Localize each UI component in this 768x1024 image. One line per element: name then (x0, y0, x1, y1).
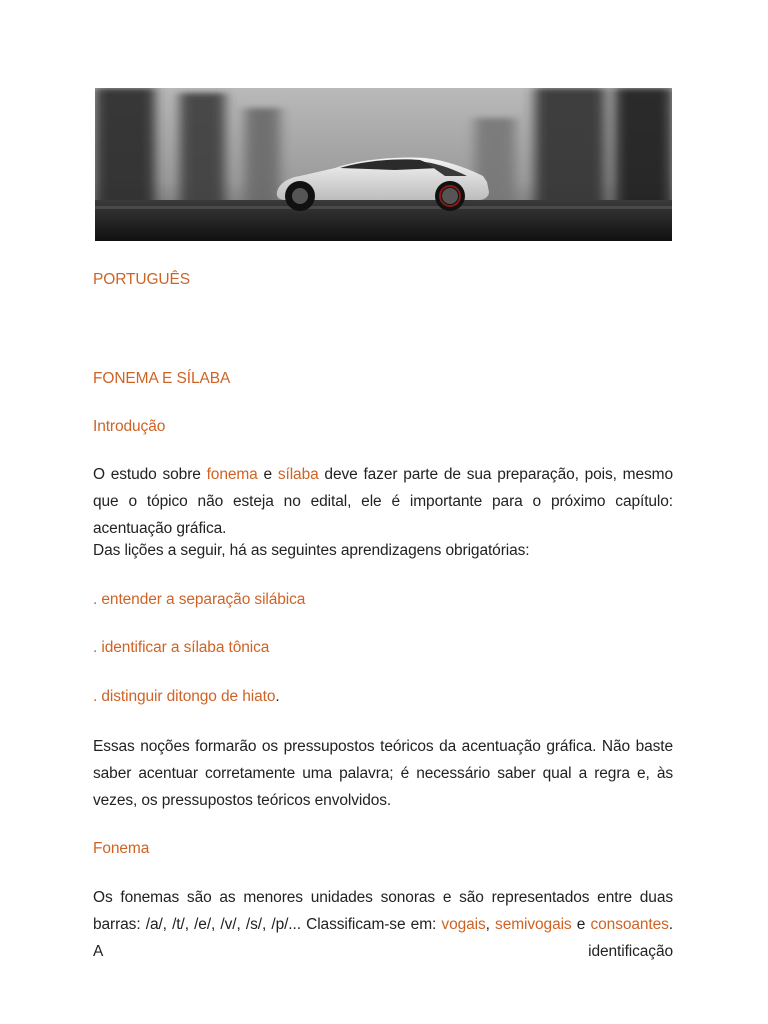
list-item: . entender a separação silábica (93, 591, 306, 608)
text-run: e (257, 466, 278, 483)
text-run: . A identificação (93, 916, 673, 960)
list-item (93, 683, 673, 710)
list-item: . identificar a sílaba tônica (93, 639, 270, 656)
list-item-text: . distinguir ditongo de hiato (93, 688, 276, 705)
keyword-semivogais: semivogais (495, 916, 572, 933)
section-title: FONEMA E SÍLABA (93, 370, 231, 387)
fonema-paragraph (93, 884, 673, 965)
fonema-heading: Fonema (93, 840, 150, 857)
notions-paragraph: Essas noções formarão os pressupostos teóricos da acentuação gráfica. Não baste saber acentuar corretamente uma palavra; é necessário saber qual a regra e, às vezes, os pressupostos teóricos envolvidos. (93, 738, 673, 809)
keyword-silaba: sílaba (277, 466, 319, 483)
text-run: e (571, 916, 591, 933)
keyword-vogais: vogais (441, 916, 486, 933)
intro-heading: Introdução (93, 418, 166, 435)
car-photo (95, 88, 672, 241)
subject-title: PORTUGUÊS (93, 271, 190, 288)
text-run: deve fazer parte de sua preparação, pois, mesmo que o tópico não esteja no edital, ele é importante para o próximo capítulo: acentuação gráfica. (93, 466, 673, 537)
text-run: , (485, 916, 496, 933)
text-run: O estudo sobre (93, 466, 207, 483)
objectives-intro: Das lições a seguir, há as seguintes aprendizagens obrigatórias: (93, 542, 530, 559)
keyword-fonema: fonema (206, 466, 258, 483)
keyword-consoantes: consoantes (590, 916, 669, 933)
text-run: Os fonemas são as menores unidades sonoras e são representados entre duas barras: /a/, /t/, /e/, /v/, /s/, /p/... Classificam-se em: (93, 889, 673, 933)
list-item-suffix: . (275, 688, 280, 705)
banner-image (95, 88, 672, 241)
intro-paragraph (93, 461, 673, 542)
